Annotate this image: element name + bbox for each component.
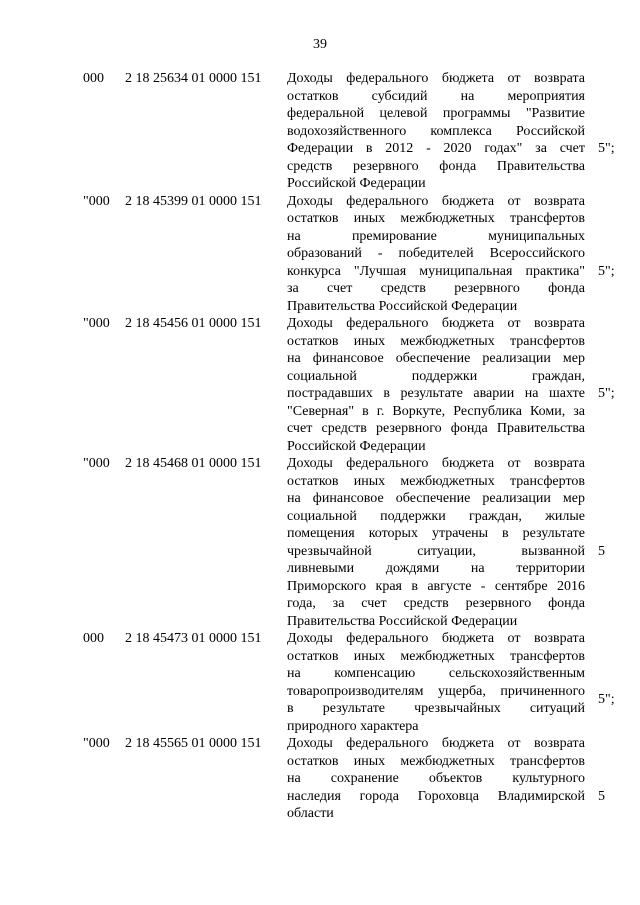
- column-value: 5";: [598, 692, 615, 708]
- description-line: Правительства Российской Федерации: [287, 298, 518, 314]
- description-line: ливневыми дождями на территории: [287, 561, 585, 576]
- description-line: на финансовое обеспечение реализации мер: [287, 351, 585, 366]
- description-line: Федерации в 2012 - 2020 годах" за счет: [287, 141, 585, 156]
- column-value: 5";: [598, 263, 615, 279]
- description-line: остатков иных межбюджетных трансфертов: [287, 211, 585, 226]
- description-line: конкурса "Лучшая муниципальная практика": [287, 263, 585, 279]
- revenue-description: [287, 70, 585, 193]
- table-row: [0, 735, 640, 823]
- budget-classification-code: 2 18 45456 01 0000 151: [125, 316, 262, 331]
- description-line: чрезвычайной ситуации, вызванной: [287, 543, 585, 559]
- description-line: области: [287, 806, 334, 821]
- description-line: социальной поддержки граждан, жилые: [287, 508, 585, 524]
- description-line: федеральной целевой программы "Развитие: [287, 106, 585, 121]
- admin-code: "000: [83, 736, 110, 751]
- description-line: остатков субсидий на мероприятия: [287, 88, 585, 104]
- description-line: Доходы федерального бюджета от возврата: [287, 631, 585, 646]
- column-value: 5";: [598, 386, 615, 401]
- description-line: на премирование муниципальных: [287, 228, 585, 244]
- description-line: Приморского края в августе - сентябре 2016: [287, 578, 585, 594]
- page-number: 39: [313, 37, 327, 52]
- description-line: Доходы федерального бюджета от возврата: [287, 193, 585, 209]
- description-line: на сохранение объектов культурного: [287, 771, 585, 786]
- description-line: образований - победителей Всероссийского: [287, 246, 585, 261]
- column-value: 5: [598, 788, 605, 804]
- description-line: средств резервного фонда Правительства: [287, 158, 585, 174]
- budget-classification-code: 2 18 45565 01 0000 151: [125, 736, 262, 751]
- description-line: Российской Федерации: [287, 438, 426, 454]
- description-line: остатков иных межбюджетных трансфертов: [287, 648, 585, 664]
- description-line: Правительства Российской Федерации: [287, 613, 518, 629]
- description-line: пострадавших в результате аварии на шахте: [287, 386, 585, 401]
- description-line: в результате чрезвычайных ситуаций: [287, 701, 585, 716]
- table-row: [0, 630, 640, 735]
- description-line: Доходы федерального бюджета от возврата: [287, 316, 585, 331]
- revenue-description: [287, 630, 585, 735]
- budget-classification-code: 2 18 45399 01 0000 151: [125, 193, 262, 209]
- admin-code: 000: [83, 71, 104, 86]
- revenue-description: [287, 193, 585, 316]
- description-line: Доходы федерального бюджета от возврата: [287, 456, 585, 471]
- description-line: за счет средств резервного фонда: [287, 281, 585, 296]
- description-line: Доходы федерального бюджета от возврата: [287, 736, 585, 751]
- revenue-description: [287, 455, 585, 630]
- description-line: "Северная" в г. Воркуте, Республика Коми, за: [287, 403, 585, 419]
- revenue-description: [287, 315, 585, 455]
- budget-classification-code: 2 18 45473 01 0000 151: [125, 631, 262, 646]
- description-line: природного характера: [287, 718, 419, 734]
- description-line: наследия города Гороховца Владимирской: [287, 788, 585, 804]
- column-value: 5";: [598, 141, 615, 156]
- budget-codes-table: [0, 70, 640, 823]
- description-line: Доходы федерального бюджета от возврата: [287, 71, 585, 86]
- description-line: помещения которых утрачены в результате: [287, 526, 585, 541]
- description-line: остатков иных межбюджетных трансфертов: [287, 753, 585, 769]
- description-line: Российской Федерации: [287, 176, 426, 191]
- column-value: 5: [598, 543, 605, 559]
- description-line: на компенсацию сельскохозяйственным: [287, 666, 585, 681]
- revenue-description: [287, 735, 585, 823]
- description-line: социальной поддержки граждан,: [287, 368, 585, 384]
- table-row: [0, 193, 640, 316]
- description-line: остатков иных межбюджетных трансфертов: [287, 473, 585, 489]
- description-line: года, за счет средств резервного фонда: [287, 596, 585, 611]
- description-line: на финансовое обеспечение реализации мер: [287, 491, 585, 506]
- admin-code: 000: [83, 631, 104, 646]
- admin-code: "000: [83, 456, 110, 471]
- budget-classification-code: 2 18 25634 01 0000 151: [125, 71, 262, 86]
- table-row: [0, 455, 640, 630]
- description-line: товаропроизводителям ущерба, причиненного: [287, 683, 585, 699]
- budget-classification-code: 2 18 45468 01 0000 151: [125, 456, 262, 471]
- table-row: [0, 70, 640, 193]
- admin-code: "000: [83, 316, 110, 331]
- admin-code: "000: [83, 193, 110, 209]
- description-line: остатков иных межбюджетных трансфертов: [287, 333, 585, 349]
- description-line: водохозяйственного комплекса Российской: [287, 123, 585, 139]
- description-line: счет средств резервного фонда Правительства: [287, 421, 585, 436]
- table-row: [0, 315, 640, 455]
